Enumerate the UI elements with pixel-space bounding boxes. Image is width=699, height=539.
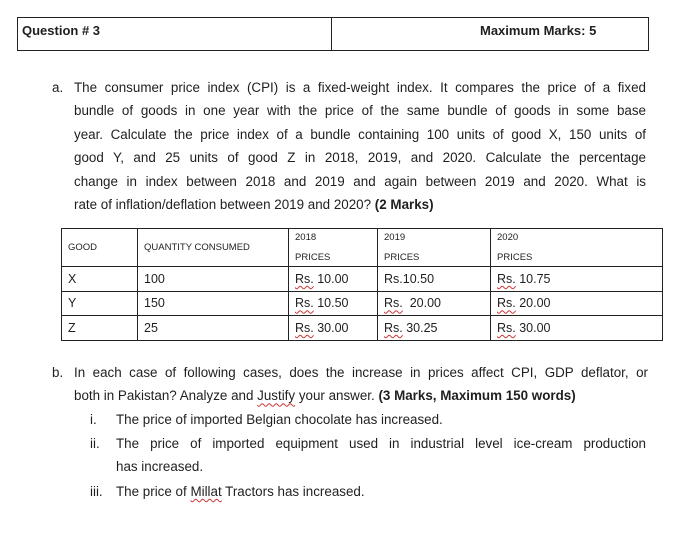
table-row	[62, 316, 663, 341]
currency: Rs.	[384, 296, 403, 311]
price: 10.00	[313, 271, 349, 286]
currency: Rs.	[295, 271, 314, 286]
part-b-justify: Justify	[257, 388, 296, 404]
header-year: 2018	[295, 231, 317, 243]
cell-good: X	[62, 267, 138, 292]
part-a-line: year. Calculate the price index of a bundle containing 100 units of good X, 150 units of	[74, 126, 646, 142]
cell-2020	[491, 267, 663, 292]
item-line: The price of imported Belgian chocolate has increased.	[116, 412, 443, 427]
part-a-marks: (2 Marks)	[374, 196, 434, 212]
part-a-line: change in index between 2018 and 2019 and again between 2019 and 2020. What is	[74, 173, 646, 189]
item-text-post: Tractors has increased.	[221, 484, 365, 499]
header-good: GOOD	[62, 229, 138, 267]
header-2020	[491, 229, 663, 267]
price: 20.00	[515, 296, 551, 311]
cell-2020	[491, 291, 663, 316]
item-text	[116, 432, 646, 479]
item-text-pre: The price of	[116, 484, 191, 499]
cell-2019	[378, 267, 491, 292]
item-line	[116, 480, 365, 503]
cell-qty: 25	[138, 316, 289, 341]
cell-2018	[289, 267, 378, 292]
header-year: 2019	[384, 231, 406, 243]
cell-2020	[491, 316, 663, 341]
currency: Rs.	[295, 320, 314, 335]
question-number: Question # 3	[18, 18, 332, 50]
cell-2018	[289, 291, 378, 316]
part-b-marks: (3 Marks, Maximum 150 words)	[378, 388, 576, 404]
cell-2019	[378, 291, 491, 316]
price: 30.00	[313, 320, 349, 335]
price-table	[61, 228, 663, 341]
part-b-text-post: your answer.	[295, 388, 379, 404]
part-a-text	[74, 76, 646, 216]
item-line: The price of imported equipment used in industrial level ice-cream production	[116, 436, 646, 451]
header-prices: PRICES	[497, 251, 533, 263]
header-prices: PRICES	[295, 251, 331, 263]
table-header-row	[62, 229, 663, 267]
header-2018	[289, 229, 378, 267]
cell-2019	[378, 316, 491, 341]
part-b-line: In each case of following cases, does the increase in prices affect CPI, GDP deflator, or	[74, 365, 648, 380]
table-row	[62, 291, 663, 316]
part-a-line: bundle of goods in one year with the price of the same bundle of goods in some base	[74, 103, 646, 119]
cell-2018	[289, 316, 378, 341]
price: 10.75	[515, 271, 551, 286]
cell-qty: 100	[138, 267, 289, 292]
cell-good: Z	[62, 316, 138, 341]
item-line: has increased.	[116, 459, 204, 475]
part-b-text	[74, 361, 648, 408]
part-b-label: b.	[52, 365, 64, 380]
currency: Rs.	[497, 271, 516, 286]
part-a-label: a.	[52, 80, 64, 95]
question-header	[17, 17, 649, 51]
part-a-line: good Y, and 25 units of good Z in 2018, 2019, and 2020. Calculate the percentage	[74, 150, 646, 166]
currency: Rs.	[384, 320, 403, 335]
part-a-question: rate of inflation/deflation between 2019 and 2020?	[74, 196, 372, 212]
part-a-line	[74, 193, 646, 216]
currency: Rs.10.50	[384, 271, 435, 286]
item-number: iii.	[90, 484, 103, 499]
header-year: 2020	[497, 231, 519, 243]
currency: Rs.	[295, 296, 314, 311]
price: 30.25	[402, 320, 438, 335]
item-text	[116, 408, 443, 431]
currency: Rs.	[497, 296, 516, 311]
cell-good: Y	[62, 291, 138, 316]
part-b-line	[74, 384, 648, 407]
item-text-millat: Millat	[190, 484, 222, 499]
item-number: i.	[90, 412, 97, 427]
table-row	[62, 267, 663, 292]
currency: Rs.	[497, 320, 516, 335]
header-prices: PRICES	[384, 251, 420, 263]
part-a-line: The consumer price index (CPI) is a fixed-weight index. It compares the price of a fixed	[74, 80, 646, 95]
maximum-marks: Maximum Marks: 5	[480, 23, 597, 38]
header-quantity: QUANTITY CONSUMED	[138, 229, 289, 267]
part-b-text-pre: both in Pakistan? Analyze and	[74, 388, 258, 404]
cell-qty: 150	[138, 291, 289, 316]
price: 30.00	[515, 320, 551, 335]
item-text	[116, 480, 365, 503]
header-2019	[378, 229, 491, 267]
price: 20.00	[402, 296, 441, 311]
price: 10.50	[313, 296, 349, 311]
item-number: ii.	[90, 436, 100, 451]
